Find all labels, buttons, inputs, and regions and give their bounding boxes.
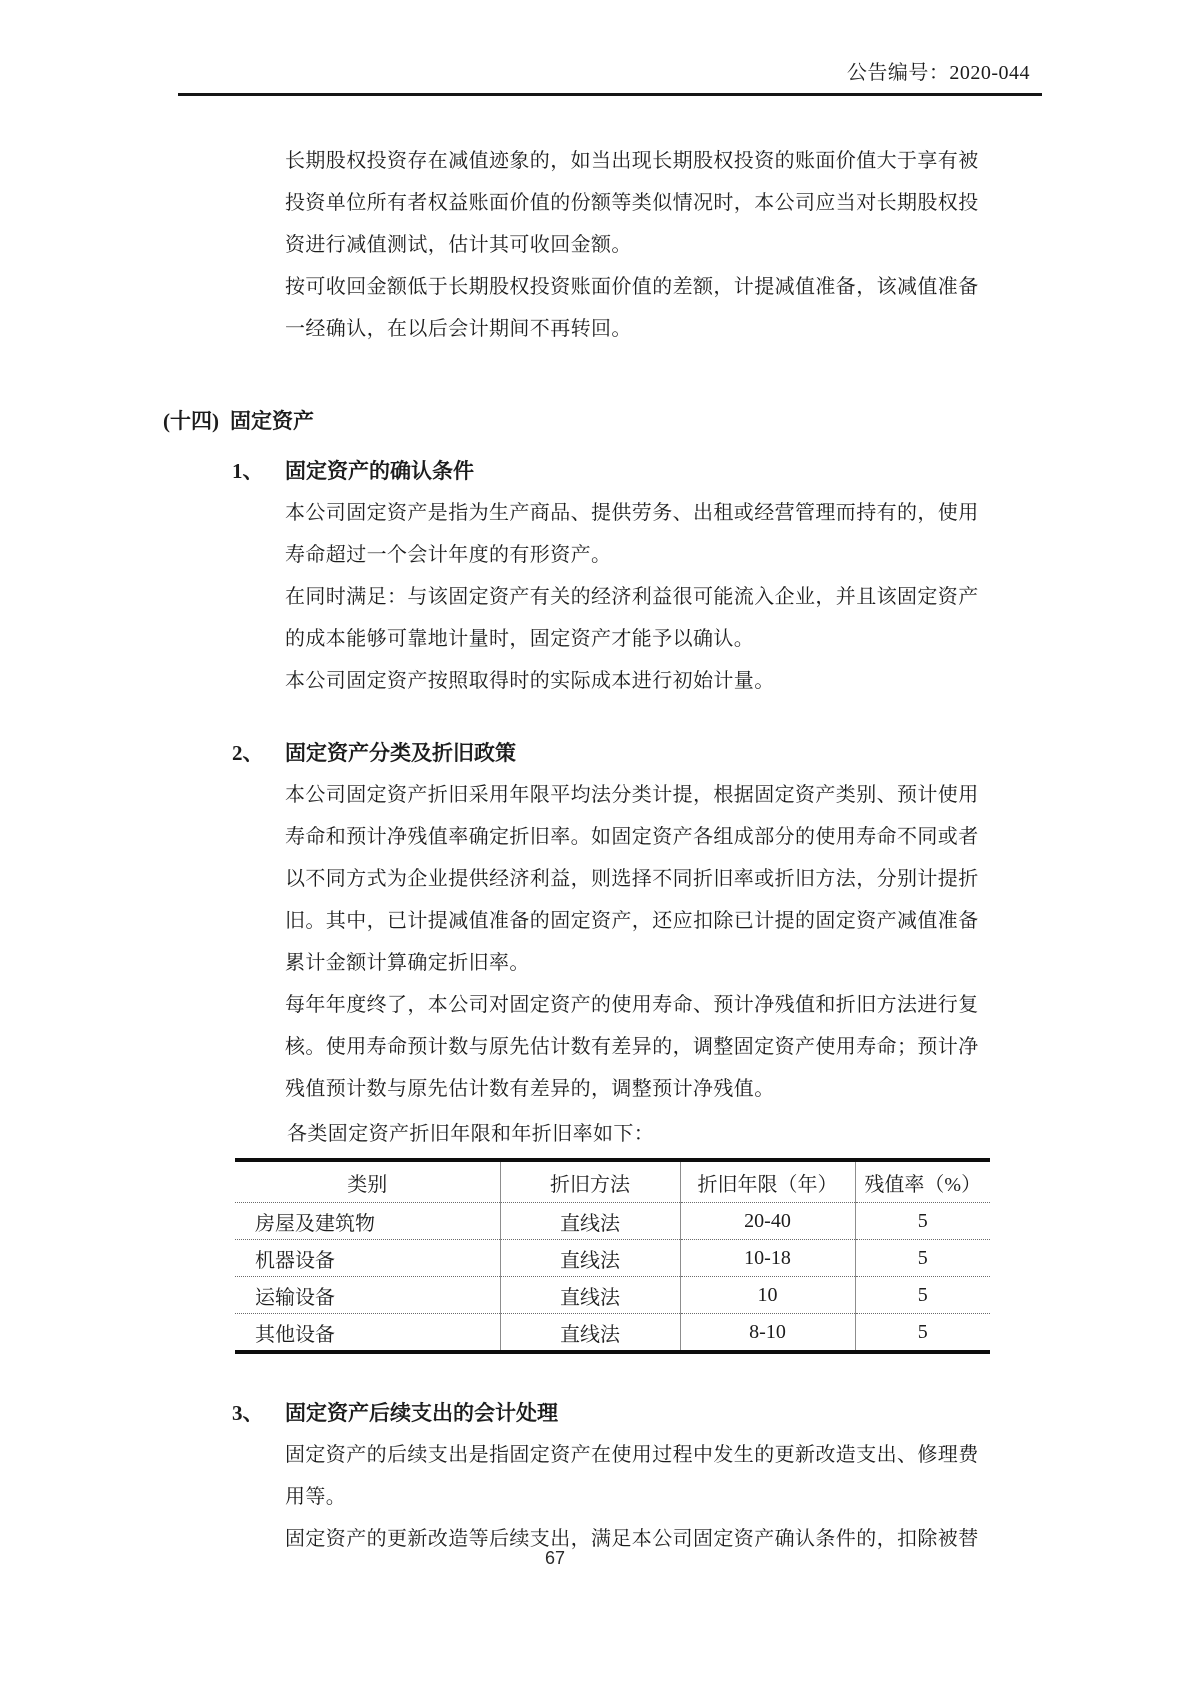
paragraph-line: 固定资产的更新改造等后续支出，满足本公司固定资产确认条件的，扣除被替: [285, 1528, 979, 1550]
cell-method: 直线法: [500, 1240, 680, 1277]
section-14-heading: [0, 400, 1200, 442]
table-row: [235, 1203, 990, 1240]
cell-residual: 5: [855, 1277, 990, 1314]
paragraph-line: 按可收回金额低于长期股权投资账面价值的差额，计提减值准备，该减值准备: [285, 276, 979, 298]
table-header-row: [235, 1160, 990, 1203]
paragraph-line: 本公司固定资产按照取得时的实际成本进行初始计量。: [285, 670, 775, 692]
announcement-number: 公告编号：2020-044: [846, 62, 1030, 84]
paragraph-line: 本公司固定资产是指为生产商品、提供劳务、出租或经营管理而持有的，使用: [285, 502, 979, 524]
cell-residual: 5: [855, 1203, 990, 1240]
paragraph-line: 旧。其中，已计提减值准备的固定资产，还应扣除已计提的固定资产减值准备: [285, 910, 979, 932]
col-header-residual: 残值率（%）: [855, 1160, 990, 1203]
col-header-category: 类别: [347, 1173, 388, 1196]
cell-years: 10-18: [680, 1240, 855, 1277]
subsection-title: 固定资产后续支出的会计处理: [285, 1401, 558, 1425]
paragraph-line: 一经确认，在以后会计期间不再转回。: [285, 318, 632, 340]
section-title: 固定资产: [230, 409, 314, 433]
paragraph-line: 累计金额计算确定折旧率。: [285, 952, 530, 974]
subsection-1-body: [0, 492, 1200, 702]
page-number: 67: [544, 1548, 566, 1568]
paragraph-line: 用等。: [285, 1486, 347, 1508]
paragraph-line: 本公司固定资产折旧采用年限平均法分类计提，根据固定资产类别、预计使用: [285, 784, 979, 806]
paragraph-line: 在同时满足：与该固定资产有关的经济利益很可能流入企业，并且该固定资产: [285, 586, 979, 608]
subsection-2-heading: [0, 732, 1200, 774]
paragraph-line: 寿命和预计净残值率确定折旧率。如固定资产各组成部分的使用寿命不同或者: [285, 826, 979, 848]
table-row: [235, 1277, 990, 1314]
cell-category: 其他设备: [235, 1314, 500, 1353]
paragraph-line: 寿命超过一个会计年度的有形资产。: [285, 544, 612, 566]
subsection-2-body: [0, 774, 1200, 1110]
depreciation-table-block: [0, 1158, 1200, 1354]
paragraph-line: 核。使用寿命预计数与原先估计数有差异的，调整固定资产使用寿命；预计净: [285, 1036, 979, 1058]
subsection-number: 2、: [232, 741, 264, 765]
subsection-3-heading: [0, 1392, 1200, 1434]
table-row: [235, 1314, 990, 1353]
subsection-title: 固定资产分类及折旧政策: [285, 741, 516, 765]
paragraph-line: 投资单位所有者权益账面价值的份额等类似情况时，本公司应当对长期股权投: [285, 192, 979, 214]
col-header-years: 折旧年限（年）: [680, 1160, 855, 1203]
intro-paragraphs: [0, 140, 1200, 350]
cell-years: 20-40: [680, 1203, 855, 1240]
subsection-title: 固定资产的确认条件: [285, 459, 474, 483]
depreciation-table: [235, 1158, 990, 1354]
paragraph-line: 每年年度终了，本公司对固定资产的使用寿命、预计净残值和折旧方法进行复: [285, 994, 979, 1016]
cell-category: 房屋及建筑物: [235, 1203, 500, 1240]
cell-category: 运输设备: [235, 1277, 500, 1314]
paragraph-line: 以不同方式为企业提供经济利益，则选择不同折旧率或折旧方法，分别计提折: [285, 868, 979, 890]
cell-method: 直线法: [500, 1277, 680, 1314]
cell-method: 直线法: [500, 1314, 680, 1353]
table-row: [235, 1240, 990, 1277]
paragraph-line: 的成本能够可靠地计量时，固定资产才能予以确认。: [285, 628, 755, 650]
section-number: (十四): [163, 409, 219, 433]
subsection-3-body: [0, 1434, 1200, 1560]
table-caption: 各类固定资产折旧年限和年折旧率如下：: [287, 1123, 655, 1145]
cell-residual: 5: [855, 1240, 990, 1277]
cell-category: 机器设备: [235, 1240, 500, 1277]
paragraph-line: 残值预计数与原先估计数有差异的，调整预计净残值。: [285, 1078, 775, 1100]
document-header: [178, 58, 1042, 96]
subsection-1-heading: [0, 450, 1200, 492]
paragraph-line: 长期股权投资存在减值迹象的，如当出现长期股权投资的账面价值大于享有被: [285, 150, 979, 172]
cell-years: 8-10: [680, 1314, 855, 1353]
cell-residual: 5: [855, 1314, 990, 1353]
cell-years: 10: [680, 1277, 855, 1314]
col-header-method: 折旧方法: [500, 1160, 680, 1203]
paragraph-line: 资进行减值测试，估计其可收回金额。: [285, 234, 632, 256]
table-caption-row: [0, 1114, 1200, 1154]
subsection-number: 1、: [232, 459, 264, 483]
subsection-number: 3、: [232, 1401, 264, 1425]
paragraph-line: 固定资产的后续支出是指固定资产在使用过程中发生的更新改造支出、修理费: [285, 1444, 979, 1466]
cell-method: 直线法: [500, 1203, 680, 1240]
